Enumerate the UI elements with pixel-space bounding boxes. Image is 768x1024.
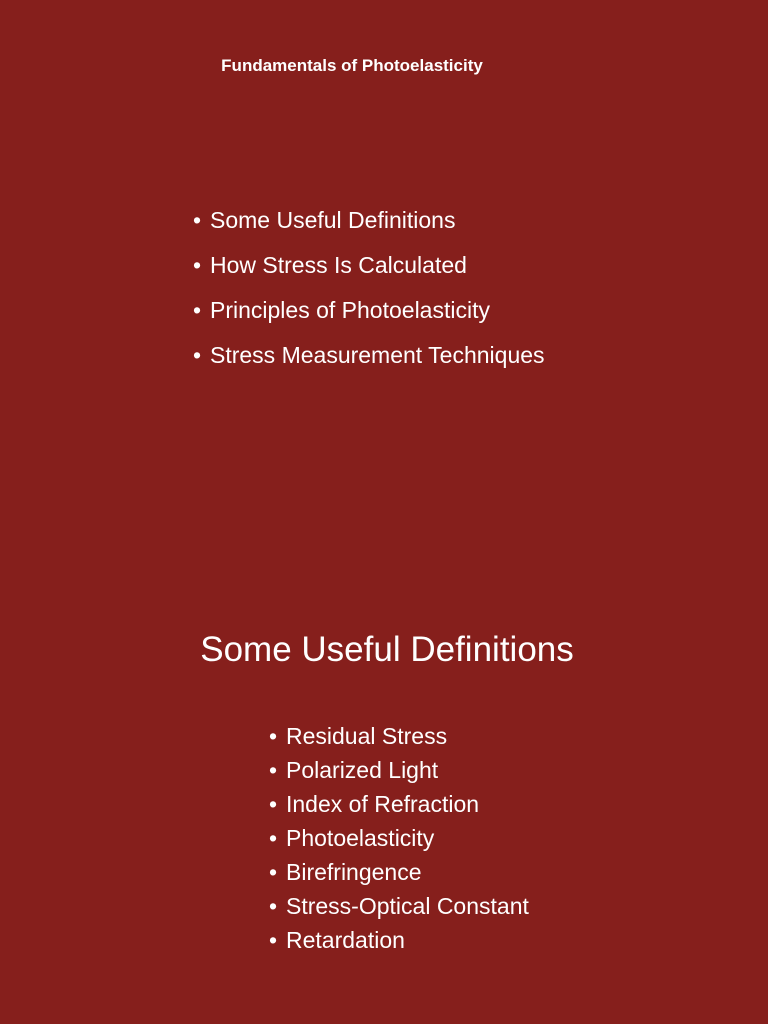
bullet-icon: • [269,825,278,851]
definition-item-label: Index of Refraction [286,791,480,817]
bullet-icon: • [269,859,278,885]
bullet-icon: • [269,757,278,783]
bullet-icon: • [269,791,278,817]
definition-item-label: Residual Stress [286,723,448,749]
definition-item-residual-stress [269,721,529,755]
agenda-item-label: How Stress Is Calculated [210,252,467,278]
bullet-icon: • [269,723,278,749]
bullet-icon: • [269,893,278,919]
slide-title: Some Useful Definitions [200,630,574,669]
definition-item-label: Stress-Optical Constant [286,893,529,919]
agenda-list [193,205,545,385]
definition-item-photoelasticity [269,823,529,857]
definition-item-label: Birefringence [286,859,422,885]
bullet-icon: • [193,207,202,233]
bullet-icon: • [269,927,278,953]
definition-item-label: Polarized Light [286,757,439,783]
definition-item-label: Photoelasticity [286,825,435,851]
definitions-list [269,721,529,959]
definition-item-retardation [269,925,529,959]
bullet-icon: • [193,342,202,368]
slide-definitions [0,512,768,1024]
agenda-item-label: Some Useful Definitions [210,207,456,233]
agenda-item-label: Stress Measurement Techniques [210,342,545,368]
agenda-item-definitions [193,205,545,250]
bullet-icon: • [193,297,202,323]
definition-item-index-of-refraction [269,789,529,823]
agenda-item-principles [193,295,545,340]
agenda-item-label: Principles of Photoelasticity [210,297,490,323]
definition-item-stress-optical-constant [269,891,529,925]
definition-item-birefringence [269,857,529,891]
definition-item-label: Retardation [286,927,405,953]
presentation-title: Fundamentals of Photoelasticity [221,56,483,75]
definition-item-polarized-light [269,755,529,789]
bullet-icon: • [193,252,202,278]
agenda-item-techniques [193,340,545,385]
agenda-item-stress-calculation [193,250,545,295]
